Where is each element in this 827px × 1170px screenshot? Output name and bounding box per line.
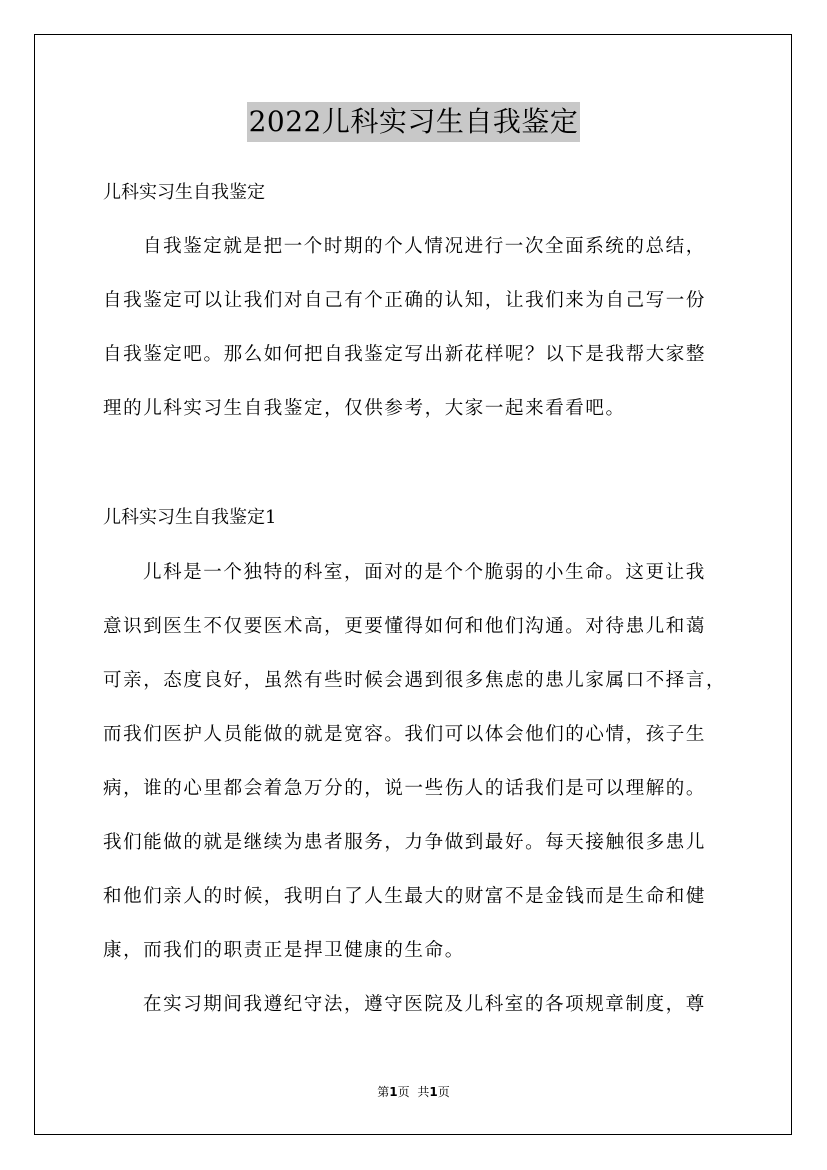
total-suffix: 页 [437, 1085, 450, 1099]
page-suffix: 页 [397, 1085, 410, 1099]
paragraph-line: 自我鉴定吧。那么如何把自我鉴定写出新花样呢？以下是我帮大家整 [103, 344, 707, 365]
paragraph-line: 在实习期间我遵纪守法，遵守医院及儿科室的各项规章制度，尊 [143, 994, 706, 1015]
paragraph-line: 儿科是一个独特的科室，面对的是个个脆弱的小生命。这更让我 [143, 562, 706, 583]
paragraph-line: 康，而我们的职责正是捍卫健康的生命。 [103, 940, 465, 961]
paragraph-line: 而我们医护人员能做的就是宽容。我们可以体会他们的心情，孩子生 [103, 724, 707, 745]
section-heading-intro: 儿科实习生自我鉴定 [103, 182, 265, 203]
document-title: 2022儿科实习生自我鉴定 [247, 102, 581, 142]
paragraph-line: 自我鉴定可以让我们对自己有个正确的认知，让我们来为自己写一份 [103, 290, 707, 311]
paragraph-line: 理的儿科实习生自我鉴定，仅供参考，大家一起来看看吧。 [103, 398, 626, 419]
total-prefix: 共 [417, 1085, 430, 1099]
paragraph-line: 我们能做的就是继续为患者服务，力争做到最好。每天接触很多患儿 [103, 832, 707, 853]
paragraph-line: 可亲，态度良好，虽然有些时候会遇到很多焦虑的患儿家属口不择言， [103, 670, 727, 691]
page-prefix: 第 [377, 1085, 390, 1099]
page-footer [0, 1084, 827, 1100]
total-pages: 1 [429, 1085, 438, 1099]
paragraph-line: 自我鉴定就是把一个时期的个人情况进行一次全面系统的总结， [143, 236, 706, 257]
paragraph-line: 意识到医生不仅要医术高，更要懂得如何和他们沟通。对待患儿和蔼 [103, 616, 707, 637]
page-number: 1 [389, 1085, 398, 1099]
section-heading-1: 儿科实习生自我鉴定1 [103, 507, 277, 528]
paragraph-line: 病，谁的心里都会着急万分的，说一些伤人的话我们是可以理解的。 [103, 778, 707, 799]
paragraph-line: 和他们亲人的时候，我明白了人生最大的财富不是金钱而是生命和健 [103, 886, 707, 907]
title-wrap [0, 102, 827, 142]
